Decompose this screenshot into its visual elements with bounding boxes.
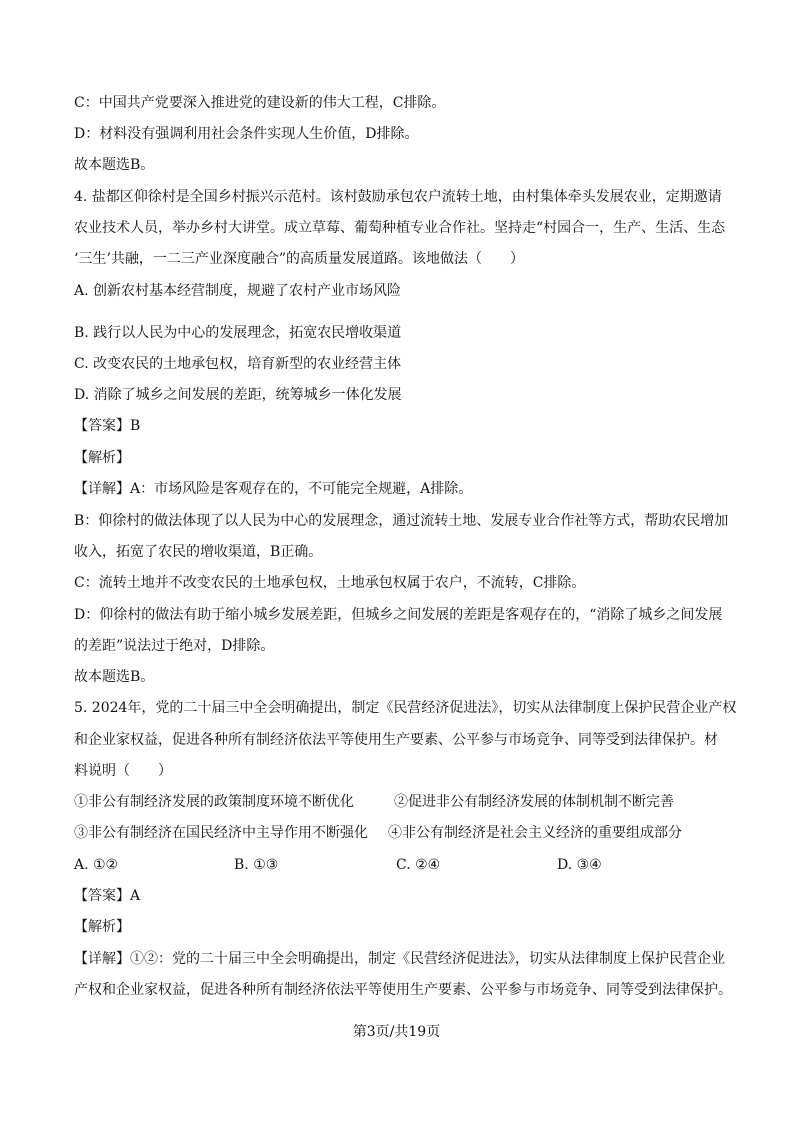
q5-stem-line-2: 和企业家权益，促进各种所有制经济依法平等使用生产要素、公平参与市场竞争、同等受到法律保护。材	[74, 732, 718, 748]
q4-option-d: D. 消除了城乡之间发展的差距，统筹城乡一体化发展	[74, 387, 402, 403]
q4-detail-c: C：流转土地并不改变农民的土地承包权，土地承包权属于农户，不流转，C排除。	[74, 575, 586, 591]
q5-item-1: ①非公有制经济发展的政策制度环境不断优化	[74, 794, 354, 810]
q5-choice-d: D. ③④	[557, 857, 602, 873]
q5-item-2: ②促进非公有制经济发展的体制机制不断完善	[394, 794, 674, 810]
q5-detail-line-1: 【详解】①②：党的二十届三中全会明确提出，制定《民营经济促进法》，切实从法律制度上保护民营企业	[74, 951, 725, 967]
q4-detail-b-line-1: B：仰徐村的做法体现了以人民为中心的发展理念，通过流转土地、发展专业合作社等方式，帮助农民增加	[74, 513, 729, 529]
q4-stem-line-1: 4. 盐都区仰徐村是全国乡村振兴示范村。该村鼓励承包农户流转土地，由村集体牵头发展农业，定期邀请	[74, 189, 722, 205]
q4-option-b: B. 践行以人民为中心的发展理念，拓宽农民增收渠道	[74, 325, 402, 341]
q4-detail-a: 【详解】A：市场风险是客观存在的，不可能完全规避，A排除。	[74, 481, 473, 497]
q4-detail-d-line-2: 的差距”说法过于绝对，D排除。	[74, 638, 275, 654]
q4-analysis-heading: 【解析】	[74, 450, 130, 466]
q5-choice-c: C. ②④	[396, 857, 441, 873]
q5-stem-line-3: 料说明（ ）	[74, 763, 172, 779]
q5-detail-line-2: 产权和企业家权益，促进各种所有制经济依法平等使用生产要素、公平参与市场竞争、同等受到法律保护。	[74, 982, 732, 998]
q5-analysis-heading: 【解析】	[74, 919, 130, 935]
q4-detail-d-line-1: D：仰徐村的做法有助于缩小城乡发展差距，但城乡之间发展的差距是客观存在的，“消除了城乡之间发展	[74, 607, 723, 623]
q5-choice-b: B. ①③	[234, 857, 279, 873]
q4-option-a: A. 创新农村基本经营制度，规避了农村产业市场风险	[74, 283, 402, 299]
q3-option-c-explanation: C：中国共产党要深入推进党的建设新的伟大工程，C排除。	[74, 95, 446, 111]
q4-answer: 【答案】B	[74, 418, 141, 434]
q4-stem-line-3: ‘三生’共融，一二三产业深度融合”的高质量发展道路。该地做法（ ）	[74, 251, 525, 267]
q4-conclusion: 故本题选B。	[74, 669, 155, 685]
q5-stem-line-1: 5. 2024年，党的二十届三中全会明确提出，制定《民营经济促进法》，切实从法律制度上保护民营企业产权	[74, 700, 737, 716]
page-number-footer: 第3页/共19页	[352, 1024, 441, 1040]
q3-option-d-explanation: D：材料没有强调利用社会条件实现人生价值，D排除。	[74, 126, 419, 142]
q4-stem-line-2: 农业技术人员，举办乡村大讲堂。成立草莓、葡萄种植专业合作社。坚持走“村园合一，生产、生活、生态	[74, 220, 726, 236]
q5-answer: 【答案】A	[74, 888, 141, 904]
q5-item-3: ③非公有制经济在国民经济中主导作用不断强化	[74, 825, 368, 841]
q3-conclusion: 故本题选B。	[74, 157, 155, 173]
q4-detail-b-line-2: 收入，拓宽了农民的增收渠道，B正确。	[74, 544, 323, 560]
q5-choice-a: A. ①②	[74, 857, 119, 873]
q5-item-4: ④非公有制经济是社会主义经济的重要组成部分	[388, 825, 682, 841]
q4-option-c: C. 改变农民的土地承包权，培育新型的农业经营主体	[74, 356, 402, 372]
